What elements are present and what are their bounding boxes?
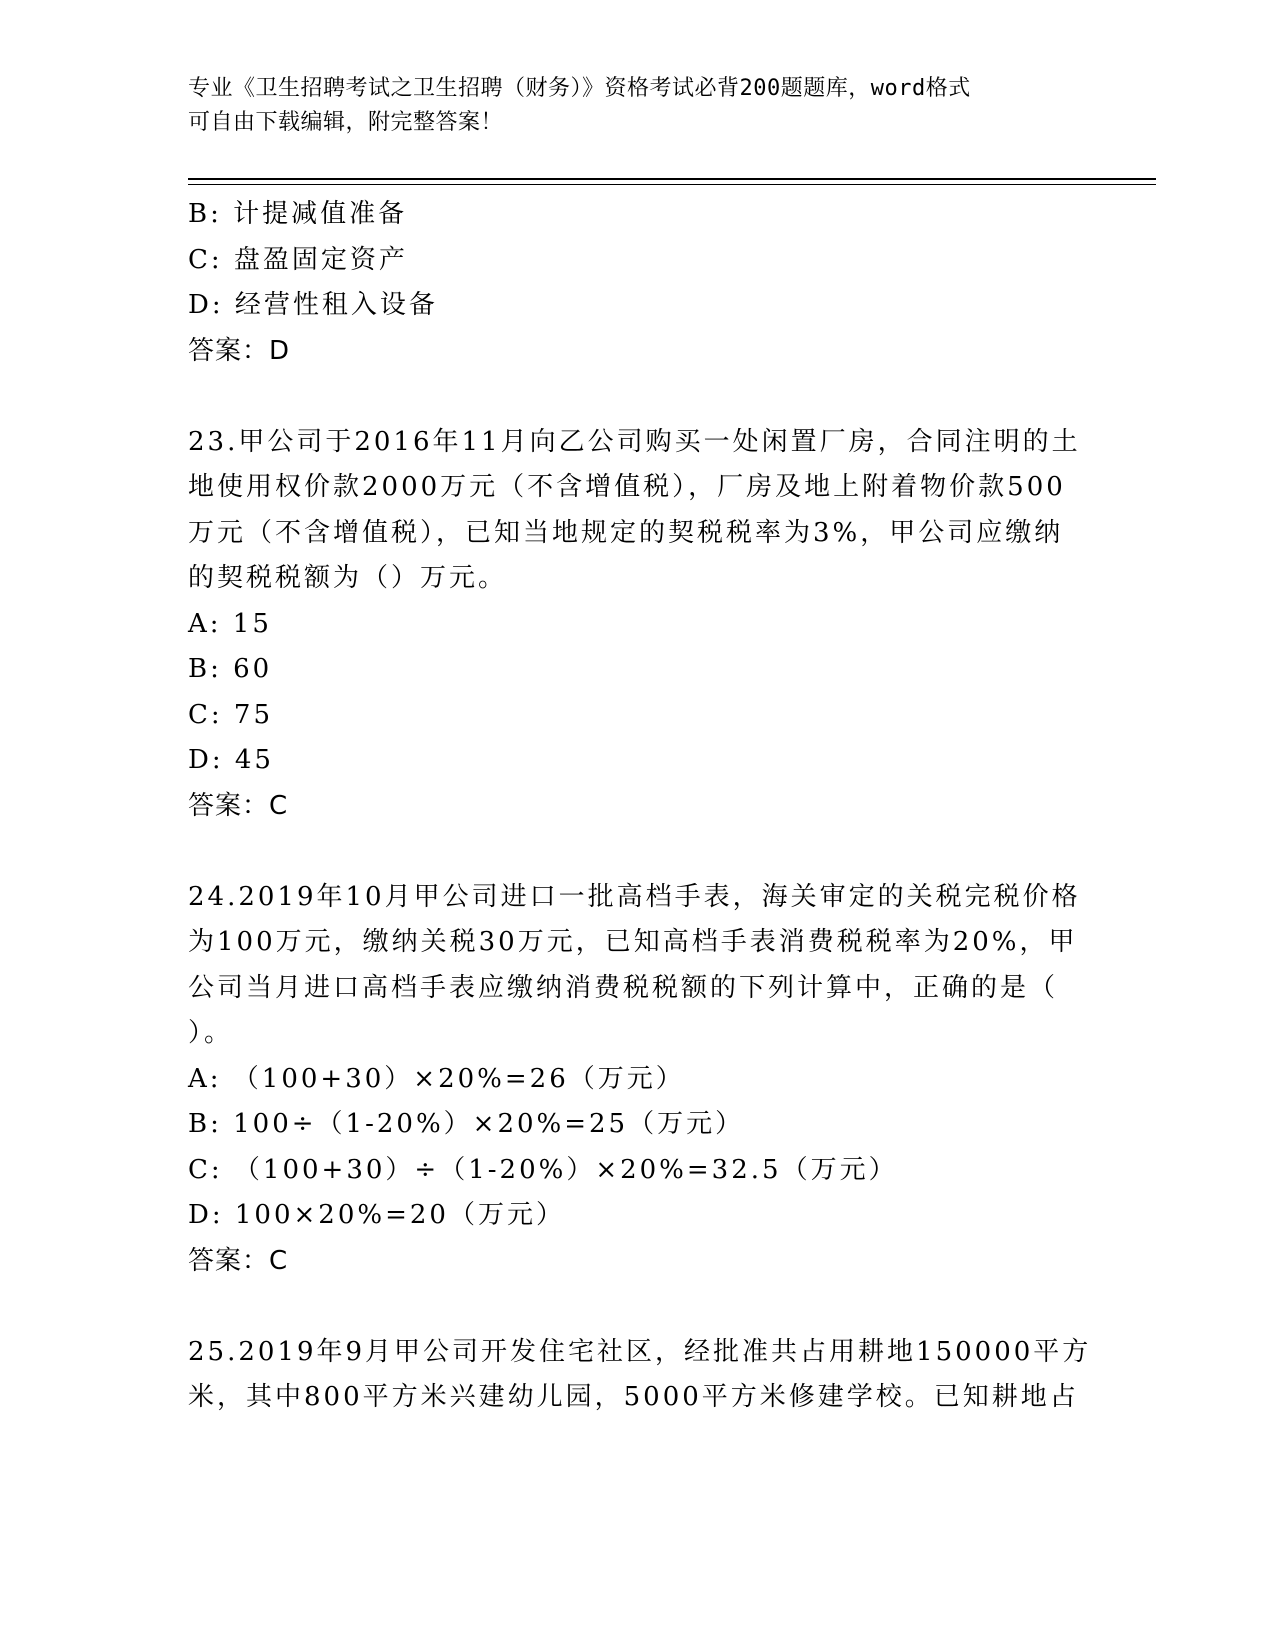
option-b: B: 计提减值准备	[188, 199, 408, 229]
question-content	[188, 192, 1092, 1421]
option-d: D: 45	[188, 745, 274, 775]
question-text-line: 为100万元，缴纳关税30万元，已知高档手表消费税税率为20%，甲	[188, 927, 1078, 957]
question-text-line: 地使用权价款2000万元（不含增值税），厂房及地上附着物价款500	[188, 472, 1066, 502]
option-a: A: 15	[188, 608, 272, 639]
answer: 答案：C	[188, 1245, 289, 1276]
option-c: C: 75	[188, 699, 274, 730]
header-title-line-2: 可自由下载编辑，附完整答案！	[188, 110, 504, 135]
question-text-line: ）。	[188, 1018, 234, 1048]
option-b: B: 100÷（1-20%）×20%=25（万元）	[188, 1109, 745, 1139]
question-text-line: 23.甲公司于2016年11月向乙公司购买一处闲置厂房，合同注明的土	[188, 426, 1081, 457]
option-c: C: （100+30）÷（1-20%）×20%=32.5（万元）	[188, 1154, 898, 1185]
option-c: C: 盘盈固定资产	[188, 244, 408, 275]
answer: 答案：C	[188, 790, 289, 821]
header-rule-thin	[188, 184, 1156, 185]
option-a: A: （100+30）×20%=26（万元）	[188, 1063, 685, 1094]
question-text-line: 的契税税额为（）万元。	[188, 563, 508, 593]
answer: 答案：D	[188, 335, 291, 366]
header-title-line-1: 专业《卫生招聘考试之卫生招聘（财务）》资格考试必背200题题库，word格式	[188, 76, 971, 101]
header-rule-thick	[188, 178, 1156, 180]
question-24	[188, 875, 1081, 1285]
question-text-line: 米，其中800平方米兴建幼儿园，5000平方米修建学校。已知耕地占	[188, 1382, 1079, 1412]
question-22	[188, 192, 1073, 374]
question-23	[188, 420, 1081, 830]
option-b: B: 60	[188, 654, 273, 684]
page-header	[188, 72, 1068, 140]
option-d: D: 经营性租入设备	[188, 290, 438, 320]
option-d: D: 100×20%=20（万元）	[188, 1200, 565, 1230]
question-25	[188, 1330, 1092, 1421]
question-text-line: 公司当月进口高档手表应缴纳消费税税额的下列计算中，正确的是（	[188, 972, 1059, 1003]
question-text-line: 25.2019年9月甲公司开发住宅社区，经批准共占用耕地150000平方	[188, 1336, 1092, 1367]
question-text-line: 万元（不含增值税），已知当地规定的契税税率为3%，甲公司应缴纳	[188, 517, 1064, 548]
question-text-line: 24.2019年10月甲公司进口一批高档手表，海关审定的关税完税价格	[188, 881, 1081, 912]
